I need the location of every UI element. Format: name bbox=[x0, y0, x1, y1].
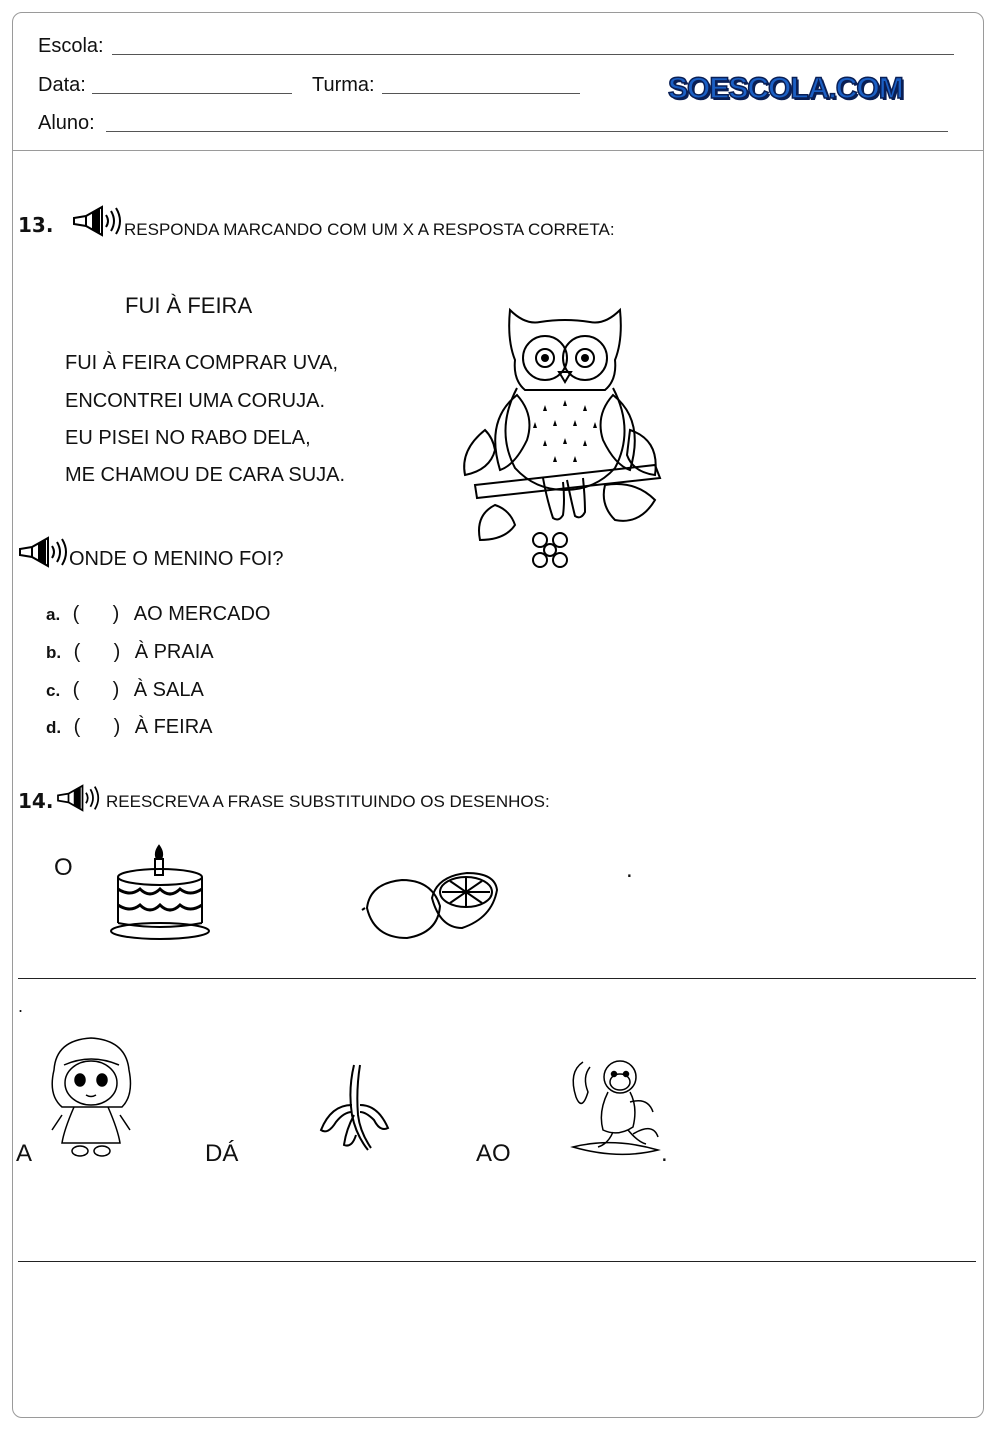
speaker-icon bbox=[72, 205, 124, 237]
option-d[interactable] bbox=[46, 716, 212, 739]
option-text: AO MERCADO bbox=[133, 603, 271, 625]
q14-instruction: REESCREVA A FRASE SUBSTITUINDO OS DESENHOS: bbox=[106, 792, 550, 811]
option-a[interactable] bbox=[46, 603, 270, 626]
q13-number: 13. bbox=[18, 213, 54, 237]
option-text: À FEIRA bbox=[134, 716, 213, 738]
q13-question: ONDE O MENINO FOI? bbox=[69, 548, 284, 570]
sentence2-verb: DÁ bbox=[205, 1140, 239, 1167]
monkey-illustration bbox=[568, 1052, 663, 1160]
option-letter: b. bbox=[46, 643, 62, 662]
school-label: Escola: bbox=[38, 35, 104, 57]
speaker-icon bbox=[18, 536, 70, 568]
q14-number: 14. bbox=[18, 789, 54, 813]
header-separator bbox=[12, 150, 984, 151]
sentence1-end: . bbox=[626, 856, 633, 883]
option-letter: d. bbox=[46, 718, 62, 737]
girl-illustration bbox=[44, 1035, 139, 1160]
poem-line: ENCONTREI UMA CORUJA. bbox=[65, 390, 326, 412]
answer-checkbox[interactable]: ( ) bbox=[73, 641, 121, 663]
poem-title: FUI À FEIRA bbox=[125, 293, 253, 318]
poem-line: EU PISEI NO RABO DELA, bbox=[65, 427, 311, 449]
sentence2-to: AO bbox=[476, 1140, 511, 1167]
answer-checkbox[interactable]: ( ) bbox=[72, 679, 120, 701]
date-label: Data: bbox=[38, 74, 86, 96]
stray-dot: . bbox=[18, 996, 24, 1016]
q13-instruction: RESPONDA MARCANDO COM UM X A RESPOSTA CORRETA: bbox=[124, 220, 615, 239]
banana-illustration bbox=[316, 1060, 391, 1155]
option-text: À SALA bbox=[133, 679, 204, 701]
option-letter: c. bbox=[46, 681, 61, 700]
cake-illustration bbox=[110, 845, 215, 943]
class-field[interactable] bbox=[382, 93, 580, 94]
poem-line: ME CHAMOU DE CARA SUJA. bbox=[65, 464, 346, 486]
student-label: Aluno: bbox=[38, 112, 95, 134]
class-label: Turma: bbox=[312, 74, 375, 96]
school-field[interactable] bbox=[112, 54, 954, 55]
option-text: À PRAIA bbox=[134, 641, 214, 663]
date-field[interactable] bbox=[92, 93, 292, 94]
lemon-illustration bbox=[362, 868, 502, 943]
student-field[interactable] bbox=[106, 131, 948, 132]
sentence2-end: . bbox=[661, 1140, 668, 1167]
sentence1-start: O bbox=[54, 854, 73, 881]
answer-line-1[interactable] bbox=[18, 978, 976, 979]
sentence2-a: A bbox=[16, 1140, 33, 1167]
answer-checkbox[interactable]: ( ) bbox=[72, 603, 120, 625]
logo: SOESCOLA.COM bbox=[668, 72, 903, 105]
owl-illustration bbox=[455, 300, 675, 575]
poem-line: FUI À FEIRA COMPRAR UVA, bbox=[65, 352, 338, 374]
option-letter: a. bbox=[46, 605, 61, 624]
speaker-icon bbox=[54, 784, 104, 812]
option-b[interactable] bbox=[46, 641, 214, 664]
option-c[interactable] bbox=[46, 679, 204, 702]
answer-line-2[interactable] bbox=[18, 1261, 976, 1262]
answer-checkbox[interactable]: ( ) bbox=[73, 716, 121, 738]
